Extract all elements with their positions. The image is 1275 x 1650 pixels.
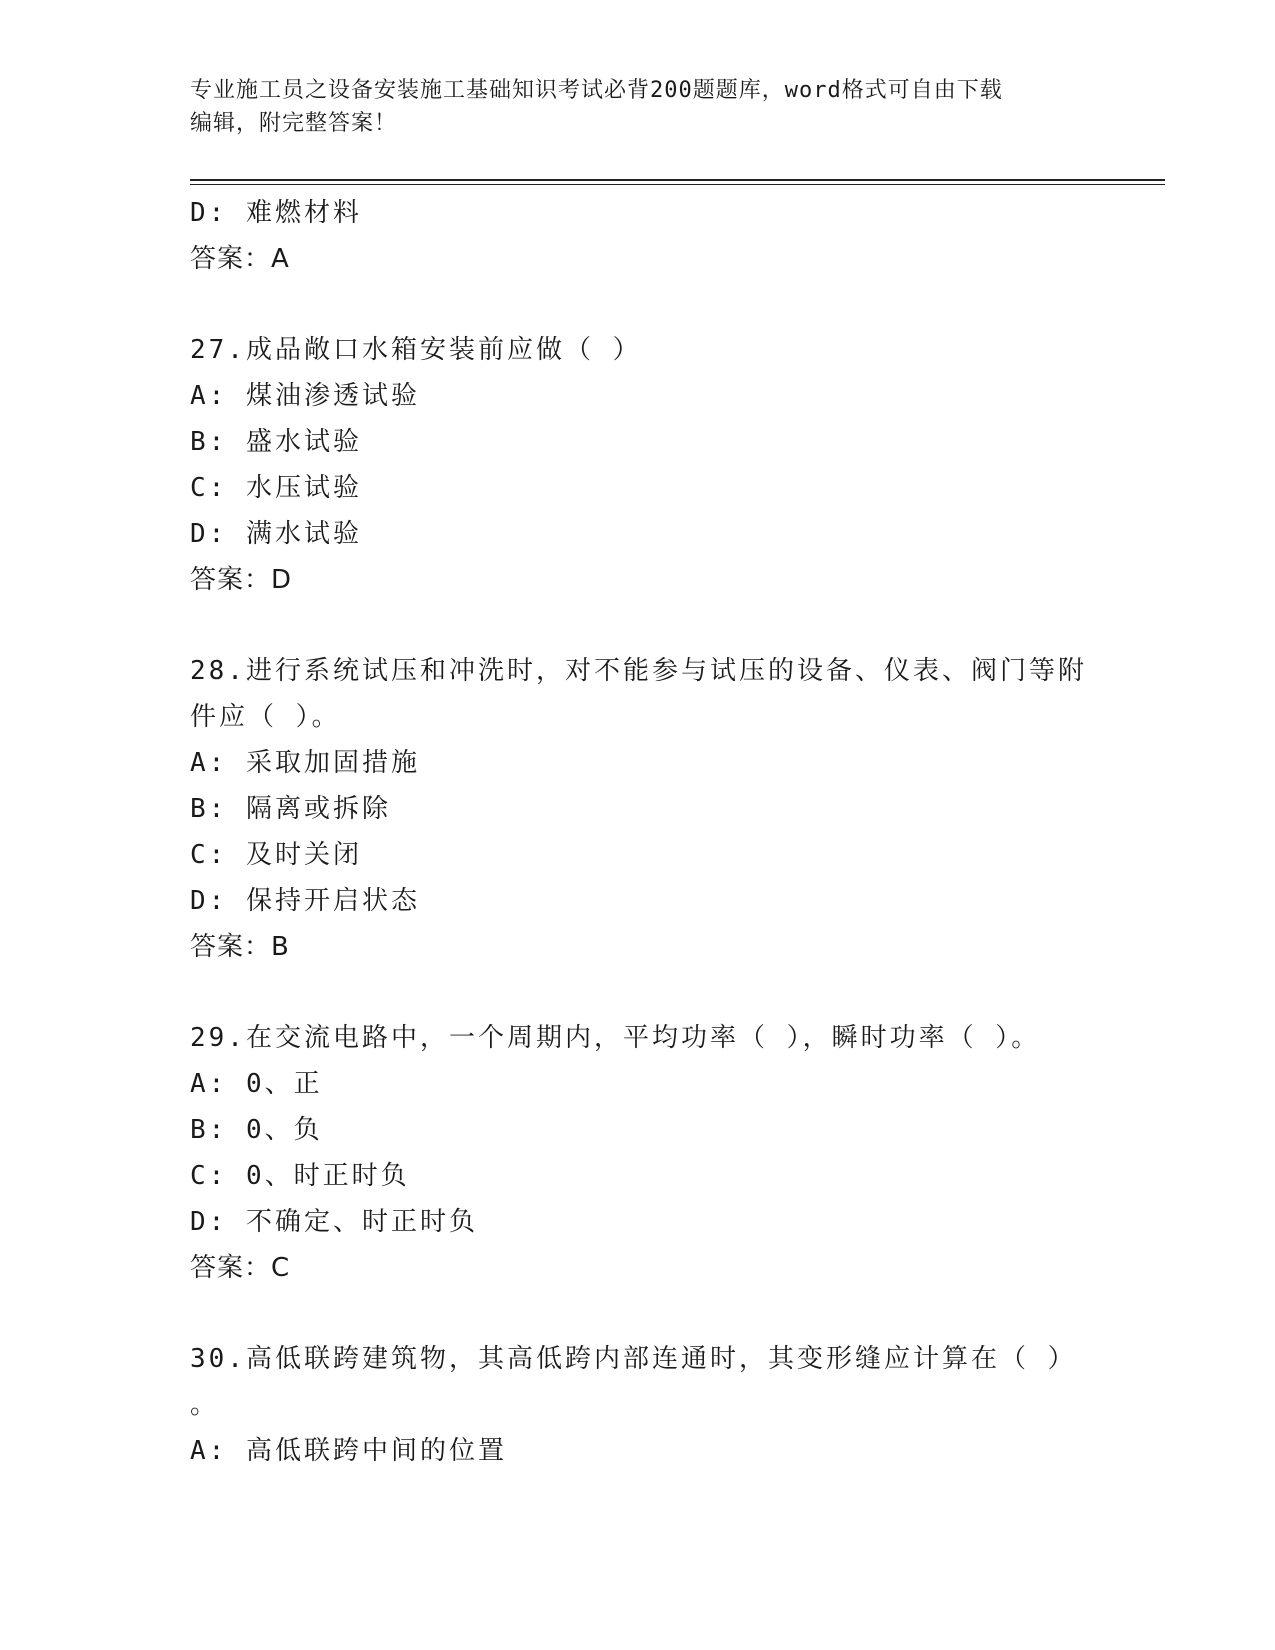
- option-c: C: 水压试验: [190, 473, 362, 503]
- option-d: D: 保持开启状态: [190, 886, 420, 916]
- answer-line: 答案：C: [190, 1253, 291, 1283]
- header-divider-thin: [190, 184, 1165, 185]
- option-d: D: 不确定、时正时负: [190, 1207, 478, 1237]
- option-b: B: 隔离或拆除: [190, 794, 391, 824]
- option-d: D: 满水试验: [190, 519, 362, 549]
- option-c: C: 0、时正时负: [190, 1161, 410, 1191]
- question-29: [190, 1015, 1090, 1291]
- option-a: A: 煤油渗透试验: [190, 381, 420, 411]
- question-30: [190, 1336, 1090, 1474]
- question-stem: 29.在交流电路中，一个周期内，平均功率（ ），瞬时功率（ ）。: [190, 1023, 1041, 1053]
- question-stem-line-2: 。: [190, 1390, 220, 1420]
- option-d: D: 难燃材料: [190, 198, 362, 228]
- question-28: [190, 648, 1090, 970]
- header-title-line-2: 编辑，附完整答案！: [190, 111, 398, 136]
- document-header: [190, 74, 1090, 140]
- option-a: A: 高低联跨中间的位置: [190, 1436, 507, 1466]
- question-26-tail: [190, 190, 1090, 282]
- option-b: B: 0、负: [190, 1115, 323, 1145]
- option-a: A: 0、正: [190, 1069, 323, 1099]
- question-stem-line-1: 28.进行系统试压和冲洗时，对不能参与试压的设备、仪表、阀门等附: [190, 656, 1087, 686]
- question-stem-line-2: 件应（ ）。: [190, 702, 341, 732]
- question-27: [190, 327, 1090, 603]
- header-divider-thick: [190, 179, 1165, 181]
- answer-line: 答案：D: [190, 565, 293, 595]
- option-b: B: 盛水试验: [190, 427, 362, 457]
- option-c: C: 及时关闭: [190, 840, 362, 870]
- header-title-line-1: 专业施工员之设备安装施工基础知识考试必背200题题库，word格式可自由下载: [190, 78, 1003, 103]
- document-body: [190, 190, 1090, 1474]
- question-stem: 27.成品敞口水箱安装前应做（ ）: [190, 335, 642, 365]
- question-stem-line-1: 30.高低联跨建筑物，其高低跨内部连通时，其变形缝应计算在（ ）: [190, 1344, 1077, 1374]
- answer-line: 答案：A: [190, 244, 290, 274]
- option-a: A: 采取加固措施: [190, 748, 420, 778]
- answer-line: 答案：B: [190, 932, 290, 962]
